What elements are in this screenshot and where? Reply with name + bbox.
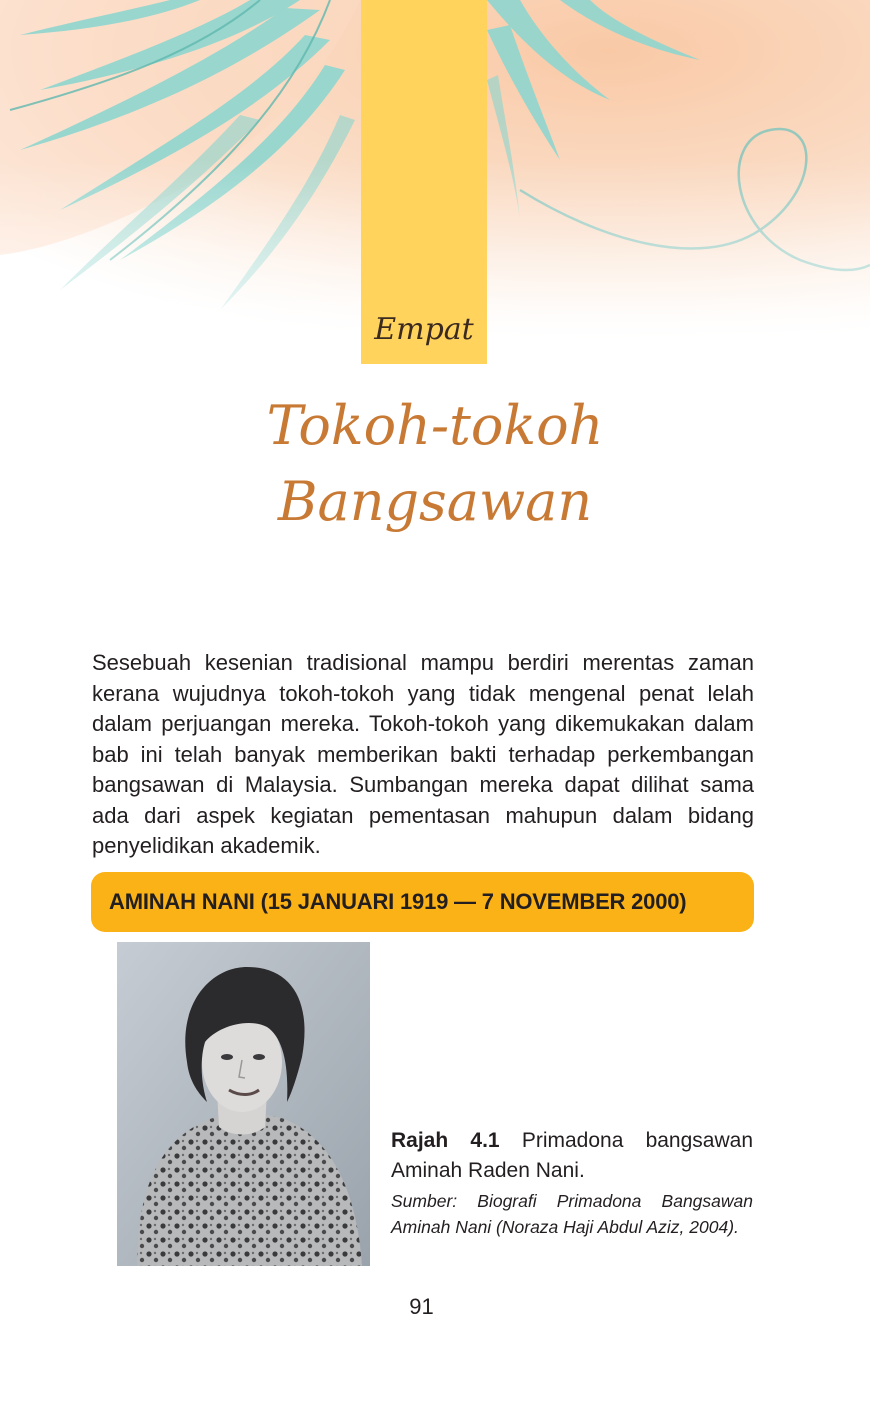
- intro-paragraph: Sesebuah kesenian tradisional mampu berdiri merentas zaman kerana wujudnya tokoh-tokoh yang tidak mengenal penat lelah dalam perjuangan mereka. Tokoh-tokoh yang dikemukakan dalam bab ini telah banyak memberikan bakti terhadap perkembangan bangsawan di Malaysia. Sumbangan mereka dapat dilihat sama ada dari aspek kegiatan pementasan mahupun dalam bidang penyelidikan akademik.: [92, 650, 754, 858]
- portrait-photo: [117, 942, 370, 1266]
- chapter-title-line-2: Bangsawan: [277, 470, 593, 533]
- chapter-title-line-1: Tokoh-tokoh: [266, 394, 604, 457]
- figure-label: Rajah 4.1: [391, 1129, 500, 1152]
- figure-caption-text: Primadona bangsawan Aminah Raden Nani.: [391, 1129, 753, 1182]
- page-number: 91: [409, 1294, 434, 1319]
- figure-source: Sumber: Biografi Primadona Bangsawan Aminah Nani (Noraza Haji Abdul Aziz, 2004).: [391, 1191, 753, 1237]
- chapter-title: [0, 388, 870, 540]
- section-heading: AMINAH NANI (15 JANUARI 1919 — 7 NOVEMBER 2000): [109, 889, 687, 914]
- section-banner: [91, 872, 754, 932]
- chapter-tab: [361, 0, 487, 364]
- caption-main: [391, 1126, 753, 1186]
- chapter-number-label: Empat: [374, 312, 474, 347]
- figure-caption: [391, 1126, 753, 1240]
